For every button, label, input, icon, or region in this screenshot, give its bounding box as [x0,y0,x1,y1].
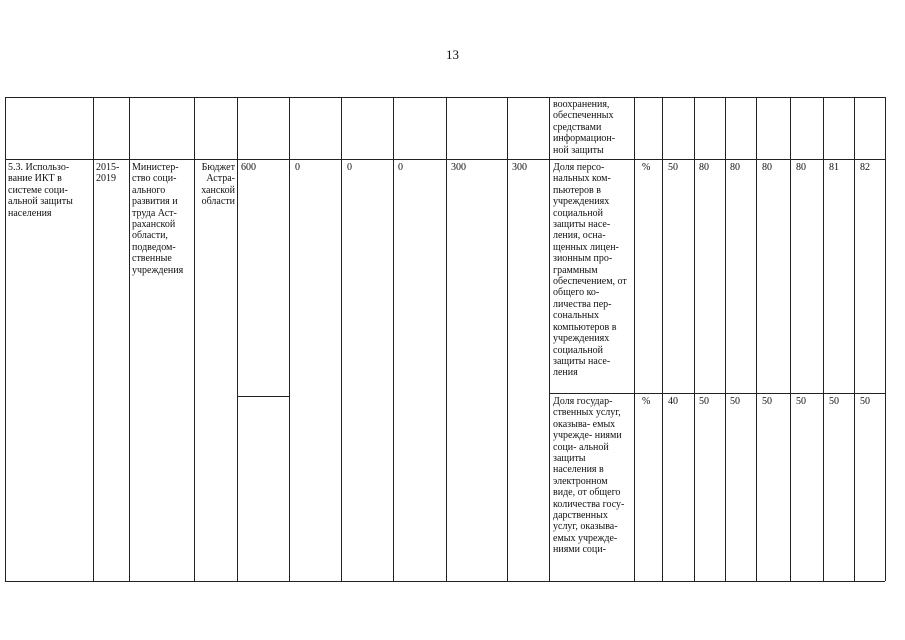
col-line [790,97,791,581]
indicator-value: 80 [762,162,772,173]
col-line [507,97,508,581]
executor: Министер- ство соци- ального развития и труда Аст- раханской области, подведом- ственные учреждения [132,162,184,276]
amount-year: 0 [295,162,300,173]
col-line [694,97,695,581]
amount-year: 0 [347,162,352,173]
indicator-value: 80 [730,162,740,173]
measure-name: 5.3. Использо- вание ИКТ в системе соци- альной защиты населения [8,162,73,219]
col-line [446,97,447,581]
amount-year: 300 [451,162,466,173]
indicator-value: 50 [762,396,772,407]
indicator-value: 82 [860,162,870,173]
col-line [823,97,824,581]
indicator-value: 50 [668,162,678,173]
amount-year: 0 [398,162,403,173]
col-line [854,97,855,581]
col-line [634,97,635,581]
indicator-divider [549,393,885,394]
indicator-value: 50 [829,396,839,407]
indicator-value: 80 [796,162,806,173]
indicator-value: 50 [699,396,709,407]
indicator-value: 81 [829,162,839,173]
col-line [393,97,394,581]
indicator-value: 80 [699,162,709,173]
period: 2015- 2019 [96,162,120,185]
page-number: 13 [446,47,459,62]
col-line [237,97,238,581]
col-line [725,97,726,581]
col-line [341,97,342,581]
indicator-value: 50 [860,396,870,407]
continuation-text: воохранения, обеспеченных средствами информацион- ной защиты [553,99,616,156]
amount-subdivider [237,396,289,397]
indicator-value: 50 [796,396,806,407]
col-line [549,97,550,581]
col-line [885,97,886,581]
indicator-value: 50 [730,396,740,407]
indicator-unit: % [642,162,651,173]
col-line [756,97,757,581]
row-divider [5,159,885,160]
indicator-value: 40 [668,396,678,407]
col-line [129,97,130,581]
col-line [289,97,290,581]
col-line [93,97,94,581]
table-top-border [5,97,885,98]
col-line [194,97,195,581]
indicator-text: Доля персо- нальных ком- пьютеров в учреждениях социальной защиты насе- ления, осна- щенных лицен- зионным про- граммным обеспечением, от общего ко- личества пер- сональных компьютеров в учреждениях социальной защиты насе- ления [553,162,627,379]
col-line [5,97,6,581]
amount-year: 300 [512,162,527,173]
amount-total: 600 [241,162,256,173]
col-line [662,97,663,581]
table-bottom-border [5,581,885,582]
funding-source: Бюджет Астра- ханской области [201,162,235,208]
indicator-unit: % [642,396,651,407]
indicator-text: Доля государ- ственных услуг, оказыва- емых учрежде- ниями соци- альной защиты населения в электронном виде, от общего количества госу- дарственных услуг, оказыва- емых учрежде- ниями соци- [553,396,625,556]
